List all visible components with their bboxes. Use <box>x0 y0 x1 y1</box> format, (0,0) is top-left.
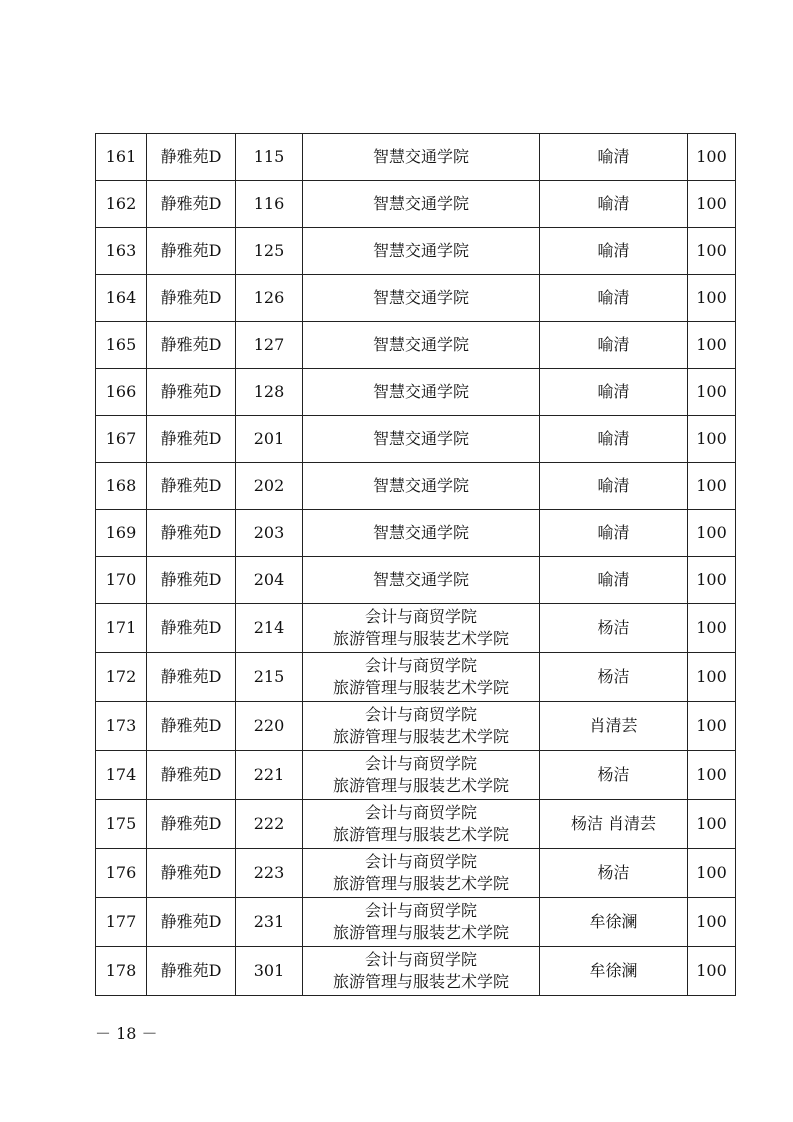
college-cell <box>303 369 540 416</box>
college-cell <box>303 653 540 702</box>
table-row <box>96 702 736 751</box>
building-cell: 静雅苑D <box>147 275 236 322</box>
room-number-cell: 215 <box>236 653 303 702</box>
college-cell <box>303 228 540 275</box>
row-number-cell: 171 <box>96 604 147 653</box>
building-cell: 静雅苑D <box>147 134 236 181</box>
college-name: 旅游管理与服装艺术学院 <box>332 727 509 746</box>
college-cell <box>303 800 540 849</box>
row-number-cell: 169 <box>96 510 147 557</box>
table-row <box>96 604 736 653</box>
table-row <box>96 275 736 322</box>
inspector-cell: 喻清 <box>540 134 688 181</box>
building-cell: 静雅苑D <box>147 604 236 653</box>
college-name: 旅游管理与服装艺术学院 <box>332 874 509 893</box>
college-cell <box>303 134 540 181</box>
college-cell <box>303 702 540 751</box>
building-cell: 静雅苑D <box>147 228 236 275</box>
score-cell: 100 <box>688 369 736 416</box>
college-name: 智慧交通学院 <box>372 523 469 542</box>
inspector-cell: 喻清 <box>540 416 688 463</box>
room-number-cell: 125 <box>236 228 303 275</box>
dorm-inspection-table <box>95 133 736 996</box>
college-cell <box>303 557 540 604</box>
table-body <box>96 134 736 996</box>
room-number-cell: 126 <box>236 275 303 322</box>
room-number-cell: 127 <box>236 322 303 369</box>
table-row <box>96 800 736 849</box>
inspector-cell: 喻清 <box>540 557 688 604</box>
inspector-cell: 喻清 <box>540 275 688 322</box>
inspector-cell: 喻清 <box>540 181 688 228</box>
row-number-cell: 167 <box>96 416 147 463</box>
college-name: 智慧交通学院 <box>372 476 469 495</box>
college-name: 旅游管理与服装艺术学院 <box>332 923 509 942</box>
row-number-cell: 174 <box>96 751 147 800</box>
table-row <box>96 369 736 416</box>
building-cell: 静雅苑D <box>147 849 236 898</box>
inspector-cell: 喻清 <box>540 228 688 275</box>
inspector-cell: 牟徐澜 <box>540 898 688 947</box>
college-cell <box>303 322 540 369</box>
table-row <box>96 947 736 996</box>
room-number-cell: 202 <box>236 463 303 510</box>
table-row <box>96 181 736 228</box>
row-number-cell: 165 <box>96 322 147 369</box>
building-cell: 静雅苑D <box>147 947 236 996</box>
building-cell: 静雅苑D <box>147 510 236 557</box>
college-name: 会计与商贸学院 <box>364 852 477 871</box>
college-name: 旅游管理与服装艺术学院 <box>332 678 509 697</box>
table-row <box>96 463 736 510</box>
building-cell: 静雅苑D <box>147 416 236 463</box>
building-cell: 静雅苑D <box>147 369 236 416</box>
table-row <box>96 849 736 898</box>
college-name: 智慧交通学院 <box>372 288 469 307</box>
inspector-cell: 杨洁 肖清芸 <box>540 800 688 849</box>
college-cell <box>303 604 540 653</box>
score-cell: 100 <box>688 134 736 181</box>
room-number-cell: 204 <box>236 557 303 604</box>
inspector-cell: 喻清 <box>540 369 688 416</box>
building-cell: 静雅苑D <box>147 557 236 604</box>
score-cell: 100 <box>688 463 736 510</box>
building-cell: 静雅苑D <box>147 702 236 751</box>
college-cell <box>303 181 540 228</box>
college-name: 智慧交通学院 <box>372 382 469 401</box>
table-row <box>96 134 736 181</box>
college-name: 智慧交通学院 <box>372 147 469 166</box>
inspector-cell: 喻清 <box>540 510 688 557</box>
inspector-cell: 杨洁 <box>540 653 688 702</box>
college-name: 旅游管理与服装艺术学院 <box>332 972 509 991</box>
score-cell: 100 <box>688 228 736 275</box>
inspector-cell: 杨洁 <box>540 751 688 800</box>
row-number-cell: 161 <box>96 134 147 181</box>
row-number-cell: 176 <box>96 849 147 898</box>
score-cell: 100 <box>688 702 736 751</box>
table-row <box>96 653 736 702</box>
room-number-cell: 116 <box>236 181 303 228</box>
score-cell: 100 <box>688 510 736 557</box>
row-number-cell: 162 <box>96 181 147 228</box>
table-row <box>96 510 736 557</box>
college-cell <box>303 849 540 898</box>
room-number-cell: 231 <box>236 898 303 947</box>
score-cell: 100 <box>688 653 736 702</box>
college-name: 会计与商贸学院 <box>364 803 477 822</box>
college-name: 会计与商贸学院 <box>364 705 477 724</box>
inspector-cell: 肖清芸 <box>540 702 688 751</box>
college-name: 旅游管理与服装艺术学院 <box>332 825 509 844</box>
table-row <box>96 416 736 463</box>
score-cell: 100 <box>688 947 736 996</box>
score-cell: 100 <box>688 557 736 604</box>
score-cell: 100 <box>688 275 736 322</box>
row-number-cell: 173 <box>96 702 147 751</box>
college-name: 会计与商贸学院 <box>364 950 477 969</box>
college-name: 旅游管理与服装艺术学院 <box>332 776 509 795</box>
college-name: 智慧交通学院 <box>372 335 469 354</box>
college-name: 智慧交通学院 <box>372 570 469 589</box>
college-cell <box>303 416 540 463</box>
room-number-cell: 214 <box>236 604 303 653</box>
room-number-cell: 301 <box>236 947 303 996</box>
row-number-cell: 175 <box>96 800 147 849</box>
row-number-cell: 163 <box>96 228 147 275</box>
room-number-cell: 220 <box>236 702 303 751</box>
college-name: 会计与商贸学院 <box>364 607 477 626</box>
row-number-cell: 178 <box>96 947 147 996</box>
table-row <box>96 322 736 369</box>
table-row <box>96 751 736 800</box>
college-cell <box>303 463 540 510</box>
table-row <box>96 898 736 947</box>
college-name: 会计与商贸学院 <box>364 901 477 920</box>
college-name: 智慧交通学院 <box>372 241 469 260</box>
inspector-cell: 杨洁 <box>540 849 688 898</box>
score-cell: 100 <box>688 849 736 898</box>
inspector-cell: 杨洁 <box>540 604 688 653</box>
building-cell: 静雅苑D <box>147 751 236 800</box>
college-name: 旅游管理与服装艺术学院 <box>332 629 509 648</box>
building-cell: 静雅苑D <box>147 181 236 228</box>
score-cell: 100 <box>688 800 736 849</box>
row-number-cell: 166 <box>96 369 147 416</box>
building-cell: 静雅苑D <box>147 322 236 369</box>
score-cell: 100 <box>688 322 736 369</box>
room-number-cell: 203 <box>236 510 303 557</box>
row-number-cell: 177 <box>96 898 147 947</box>
room-number-cell: 115 <box>236 134 303 181</box>
score-cell: 100 <box>688 416 736 463</box>
building-cell: 静雅苑D <box>147 898 236 947</box>
row-number-cell: 164 <box>96 275 147 322</box>
table-row <box>96 557 736 604</box>
score-cell: 100 <box>688 751 736 800</box>
college-name: 智慧交通学院 <box>372 194 469 213</box>
college-cell <box>303 751 540 800</box>
row-number-cell: 168 <box>96 463 147 510</box>
college-cell <box>303 947 540 996</box>
row-number-cell: 170 <box>96 557 147 604</box>
building-cell: 静雅苑D <box>147 463 236 510</box>
score-cell: 100 <box>688 604 736 653</box>
college-cell <box>303 510 540 557</box>
college-name: 会计与商贸学院 <box>364 754 477 773</box>
building-cell: 静雅苑D <box>147 653 236 702</box>
page-number: － 18 － <box>95 1024 158 1043</box>
college-name: 智慧交通学院 <box>372 429 469 448</box>
inspector-cell: 喻清 <box>540 322 688 369</box>
college-name: 会计与商贸学院 <box>364 656 477 675</box>
college-cell <box>303 275 540 322</box>
room-number-cell: 128 <box>236 369 303 416</box>
room-number-cell: 221 <box>236 751 303 800</box>
building-cell: 静雅苑D <box>147 800 236 849</box>
room-number-cell: 201 <box>236 416 303 463</box>
college-cell <box>303 898 540 947</box>
inspector-cell: 喻清 <box>540 463 688 510</box>
table-row <box>96 228 736 275</box>
score-cell: 100 <box>688 898 736 947</box>
inspector-cell: 牟徐澜 <box>540 947 688 996</box>
row-number-cell: 172 <box>96 653 147 702</box>
room-number-cell: 223 <box>236 849 303 898</box>
room-number-cell: 222 <box>236 800 303 849</box>
score-cell: 100 <box>688 181 736 228</box>
